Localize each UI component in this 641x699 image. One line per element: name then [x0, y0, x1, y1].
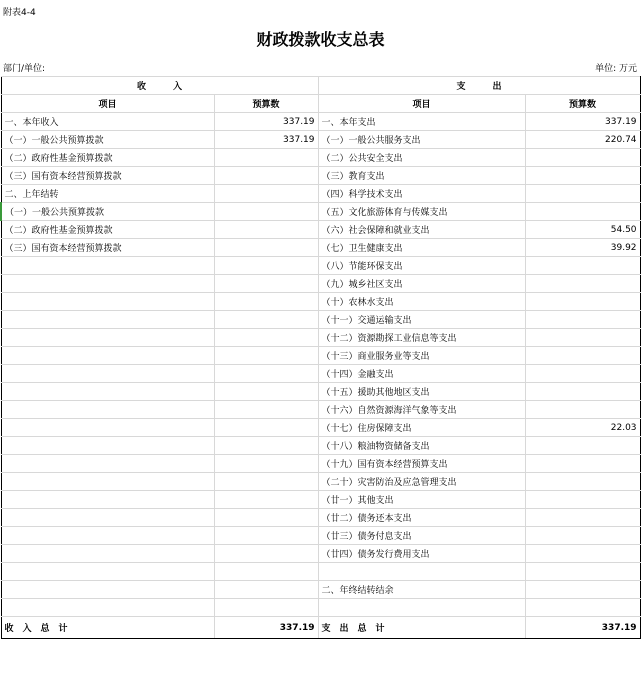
finance-summary-table	[0, 76, 641, 639]
table-row	[1, 419, 640, 437]
table-row	[1, 149, 640, 167]
table-row	[1, 257, 640, 275]
income-total-amount[interactable]: 337.19	[214, 617, 318, 639]
annex-label: 附表4-4	[3, 8, 36, 18]
expense-budget-column-header: 预算数	[525, 95, 640, 113]
income-amount-cell[interactable]	[214, 473, 318, 491]
expense-item-cell[interactable]: （十五）援助其他地区支出	[318, 383, 525, 401]
expense-item-cell[interactable]: （四）科学技术支出	[318, 185, 525, 203]
income-item-cell[interactable]	[1, 437, 214, 455]
expense-item-cell[interactable]: （五）文化旅游体育与传媒支出	[318, 203, 525, 221]
table-row	[1, 239, 640, 257]
expense-item-cell[interactable]: （十一）交通运输支出	[318, 311, 525, 329]
page-title: 财政拨款收支总表	[256, 30, 385, 49]
table-row	[1, 185, 640, 203]
expense-item-cell[interactable]: （八）节能环保支出	[318, 257, 525, 275]
income-section-header: 收 入	[1, 77, 318, 95]
department-label: 部门/单位:	[3, 64, 46, 74]
column-header-row	[1, 95, 640, 113]
income-item-cell[interactable]	[1, 545, 214, 563]
income-amount-cell[interactable]	[214, 239, 318, 257]
income-item-cell[interactable]	[1, 563, 214, 581]
expense-item-cell[interactable]: （廿四）债务发行费用支出	[318, 545, 525, 563]
table-row	[1, 383, 640, 401]
income-item-cell[interactable]: 一、本年收入	[1, 113, 214, 131]
table-row	[1, 437, 640, 455]
expense-item-cell[interactable]: 二、年终结转结余	[318, 581, 525, 599]
income-item-cell[interactable]	[1, 473, 214, 491]
income-amount-cell[interactable]	[214, 455, 318, 473]
expense-amount-cell[interactable]	[525, 545, 640, 563]
table-row	[1, 203, 640, 221]
table-row	[1, 473, 640, 491]
expense-item-column-header: 项目	[318, 95, 525, 113]
table-row	[1, 401, 640, 419]
income-amount-cell[interactable]	[214, 563, 318, 581]
income-amount-cell[interactable]	[214, 329, 318, 347]
income-amount-cell[interactable]	[214, 293, 318, 311]
income-amount-cell[interactable]	[214, 581, 318, 599]
income-item-cell[interactable]	[1, 293, 214, 311]
income-item-cell[interactable]: （一）一般公共预算拨款	[1, 203, 214, 221]
table-row	[1, 563, 640, 581]
income-item-cell[interactable]: （三）国有资本经营预算拨款	[1, 167, 214, 185]
expense-amount-cell[interactable]	[525, 527, 640, 545]
expense-item-cell[interactable]: （十九）国有资本经营预算支出	[318, 455, 525, 473]
expense-amount-cell[interactable]	[525, 455, 640, 473]
expense-item-cell[interactable]: （九）城乡社区支出	[318, 275, 525, 293]
expense-amount-cell[interactable]	[525, 365, 640, 383]
income-amount-cell[interactable]	[214, 167, 318, 185]
expense-amount-cell[interactable]	[525, 257, 640, 275]
unit-label: 单位: 万元	[595, 64, 637, 74]
expense-item-cell[interactable]: （二）公共安全支出	[318, 149, 525, 167]
table-row	[1, 581, 640, 599]
expense-item-cell[interactable]: （十四）金融支出	[318, 365, 525, 383]
expense-amount-cell[interactable]	[525, 293, 640, 311]
table-row	[1, 329, 640, 347]
table-row	[1, 221, 640, 239]
expense-total-amount[interactable]: 337.19	[525, 617, 640, 639]
expense-amount-cell[interactable]: 54.50	[525, 221, 640, 239]
income-amount-cell[interactable]	[214, 185, 318, 203]
income-item-cell[interactable]: （二）政府性基金预算拨款	[1, 149, 214, 167]
income-item-cell[interactable]	[1, 365, 214, 383]
table-row	[1, 347, 640, 365]
table-row	[1, 293, 640, 311]
income-amount-cell[interactable]	[214, 491, 318, 509]
income-item-cell[interactable]	[1, 581, 214, 599]
expense-amount-cell[interactable]	[525, 581, 640, 599]
expense-item-cell[interactable]: （廿三）债务付息支出	[318, 527, 525, 545]
income-amount-cell[interactable]	[214, 545, 318, 563]
income-item-cell[interactable]	[1, 257, 214, 275]
expense-item-cell[interactable]: （七）卫生健康支出	[318, 239, 525, 257]
income-item-cell[interactable]: 二、上年结转	[1, 185, 214, 203]
income-amount-cell[interactable]	[214, 509, 318, 527]
table-row	[1, 509, 640, 527]
income-item-cell[interactable]	[1, 599, 214, 617]
income-budget-column-header: 预算数	[214, 95, 318, 113]
expense-item-cell[interactable]: （十六）自然资源海洋气象等支出	[318, 401, 525, 419]
income-amount-cell[interactable]	[214, 383, 318, 401]
table-row	[1, 599, 640, 617]
income-item-cell[interactable]	[1, 329, 214, 347]
expense-amount-cell[interactable]: 337.19	[525, 113, 640, 131]
expense-item-cell[interactable]: （一）一般公共服务支出	[318, 131, 525, 149]
expense-item-cell[interactable]: （十）农林水支出	[318, 293, 525, 311]
total-row	[1, 617, 640, 639]
income-amount-cell[interactable]	[214, 311, 318, 329]
expense-amount-cell[interactable]	[525, 203, 640, 221]
expense-amount-cell[interactable]	[525, 167, 640, 185]
income-amount-cell[interactable]: 337.19	[214, 113, 318, 131]
expense-section-header: 支 出	[318, 77, 640, 95]
income-item-cell[interactable]	[1, 311, 214, 329]
table-row	[1, 455, 640, 473]
expense-amount-cell[interactable]	[525, 311, 640, 329]
income-item-cell[interactable]	[1, 401, 214, 419]
expense-item-cell[interactable]	[318, 599, 525, 617]
expense-amount-cell[interactable]	[525, 401, 640, 419]
expense-amount-cell[interactable]	[525, 347, 640, 365]
expense-item-cell[interactable]: （二十）灾害防治及应急管理支出	[318, 473, 525, 491]
income-amount-cell[interactable]	[214, 527, 318, 545]
income-item-cell[interactable]	[1, 347, 214, 365]
expense-total-label[interactable]: 支 出 总 计	[318, 617, 525, 639]
income-amount-cell[interactable]	[214, 257, 318, 275]
expense-item-cell[interactable]: （廿一）其他支出	[318, 491, 525, 509]
income-total-label[interactable]: 收 入 总 计	[1, 617, 214, 639]
table-row	[1, 167, 640, 185]
expense-amount-cell[interactable]: 22.03	[525, 419, 640, 437]
expense-amount-cell[interactable]	[525, 383, 640, 401]
income-item-cell[interactable]	[1, 491, 214, 509]
table-row	[1, 491, 640, 509]
table-row	[1, 545, 640, 563]
table-row	[1, 311, 640, 329]
income-item-cell[interactable]	[1, 275, 214, 293]
income-amount-cell[interactable]	[214, 599, 318, 617]
table-row	[1, 275, 640, 293]
expense-amount-cell[interactable]	[525, 473, 640, 491]
table-row	[1, 131, 640, 149]
expense-item-cell[interactable]: （十三）商业服务业等支出	[318, 347, 525, 365]
expense-amount-cell[interactable]: 39.92	[525, 239, 640, 257]
expense-item-cell[interactable]: （十二）资源勘探工业信息等支出	[318, 329, 525, 347]
income-amount-cell[interactable]: 337.19	[214, 131, 318, 149]
expense-amount-cell[interactable]	[525, 275, 640, 293]
expense-item-cell[interactable]: （十七）住房保障支出	[318, 419, 525, 437]
income-amount-cell[interactable]	[214, 221, 318, 239]
section-header-row	[1, 77, 640, 95]
expense-amount-cell[interactable]	[525, 599, 640, 617]
income-item-cell[interactable]: （二）政府性基金预算拨款	[1, 221, 214, 239]
income-amount-cell[interactable]	[214, 365, 318, 383]
income-item-cell[interactable]	[1, 527, 214, 545]
expense-item-cell[interactable]: （廿二）债务还本支出	[318, 509, 525, 527]
expense-amount-cell[interactable]	[525, 563, 640, 581]
table-row	[1, 527, 640, 545]
expense-amount-cell[interactable]	[525, 329, 640, 347]
income-item-cell[interactable]	[1, 419, 214, 437]
income-amount-cell[interactable]	[214, 149, 318, 167]
income-item-cell[interactable]	[1, 383, 214, 401]
expense-amount-cell[interactable]	[525, 491, 640, 509]
expense-item-cell[interactable]: （六）社会保障和就业支出	[318, 221, 525, 239]
table-row	[1, 113, 640, 131]
table-row	[1, 365, 640, 383]
income-amount-cell[interactable]	[214, 275, 318, 293]
income-item-cell[interactable]	[1, 455, 214, 473]
income-amount-cell[interactable]	[214, 347, 318, 365]
income-amount-cell[interactable]	[214, 419, 318, 437]
expense-item-cell[interactable]: （三）教育支出	[318, 167, 525, 185]
expense-amount-cell[interactable]	[525, 149, 640, 167]
expense-item-cell[interactable]: 一、本年支出	[318, 113, 525, 131]
expense-amount-cell[interactable]	[525, 509, 640, 527]
expense-item-cell[interactable]	[318, 563, 525, 581]
income-item-cell[interactable]: （一）一般公共预算拨款	[1, 131, 214, 149]
income-item-cell[interactable]: （三）国有资本经营预算拨款	[1, 239, 214, 257]
expense-amount-cell[interactable]	[525, 437, 640, 455]
income-amount-cell[interactable]	[214, 203, 318, 221]
income-item-column-header: 项目	[1, 95, 214, 113]
expense-amount-cell[interactable]: 220.74	[525, 131, 640, 149]
income-item-cell[interactable]	[1, 509, 214, 527]
income-amount-cell[interactable]	[214, 401, 318, 419]
expense-item-cell[interactable]: （十八）粮油物资储备支出	[318, 437, 525, 455]
expense-amount-cell[interactable]	[525, 185, 640, 203]
income-amount-cell[interactable]	[214, 437, 318, 455]
